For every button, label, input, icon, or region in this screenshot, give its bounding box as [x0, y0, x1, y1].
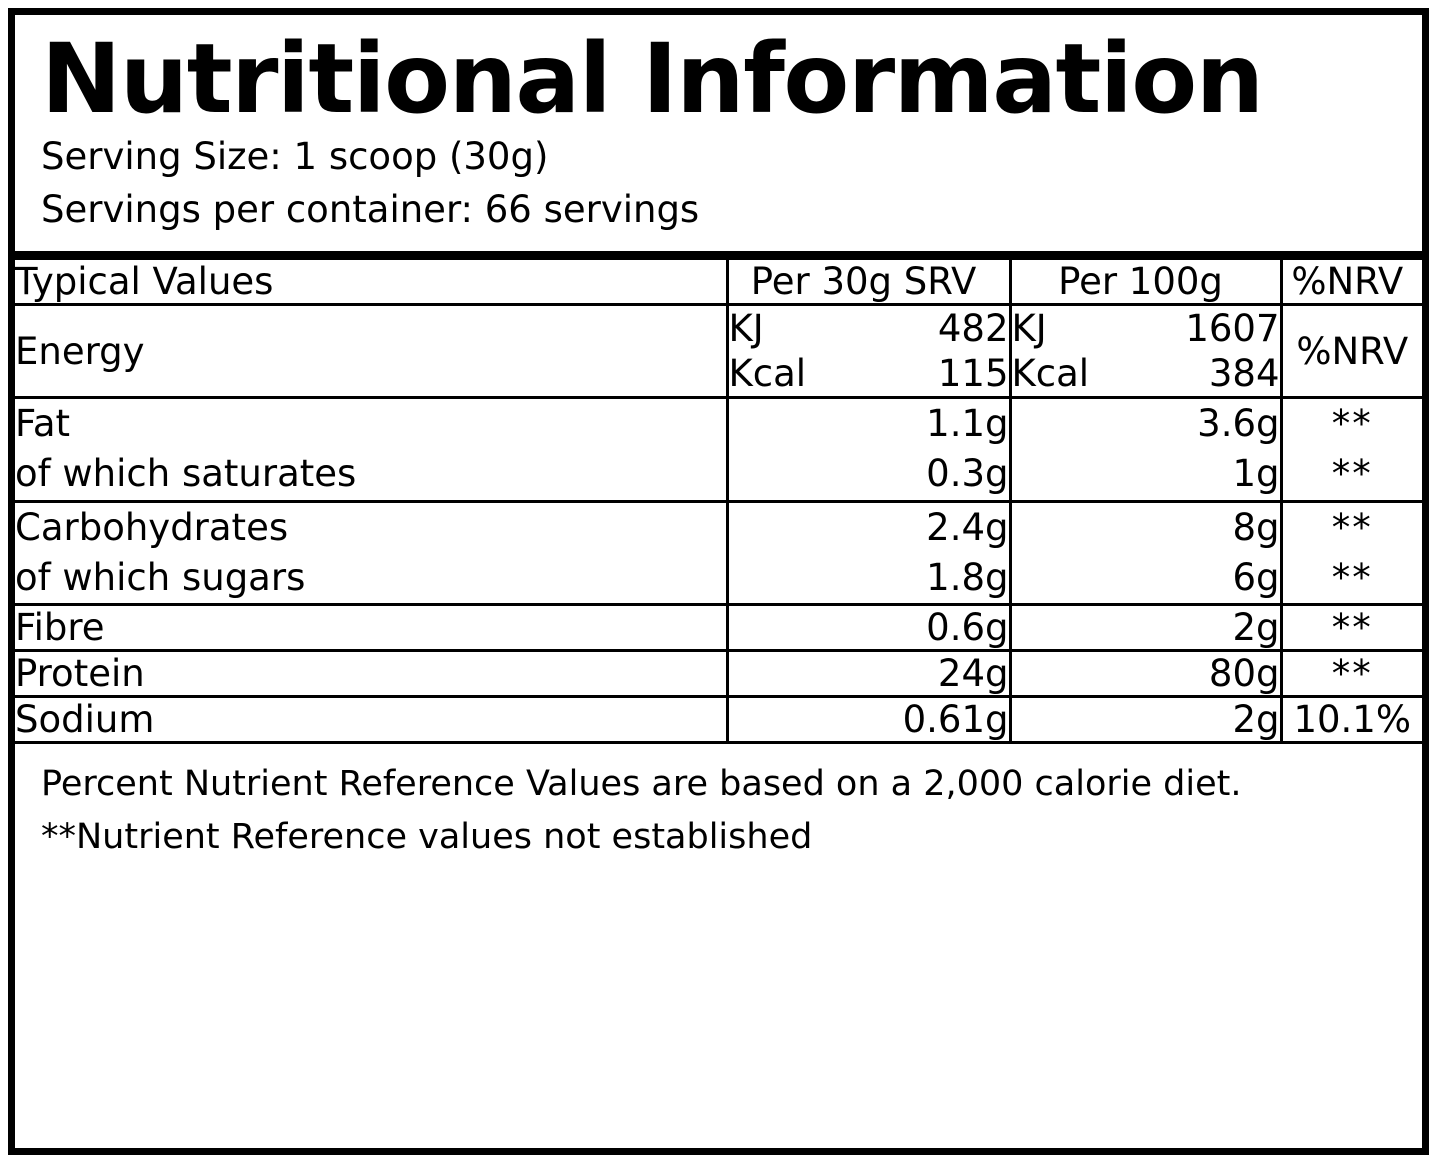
page-title: Nutritional Information [41, 23, 1263, 135]
row-serving-protein: 24g [727, 651, 1010, 697]
nutrient-value: 1.8g [926, 555, 1009, 599]
row-name-sodium: Sodium [15, 697, 727, 743]
row-serving-sodium: 0.61g [727, 697, 1010, 743]
row-name-protein: Protein [15, 651, 727, 697]
energy-nrv: %NRV [1281, 305, 1422, 398]
row-names-fat [15, 398, 727, 502]
row-per100-protein: 80g [1010, 651, 1281, 697]
header-per-serving: Per 30g SRV [727, 260, 1010, 305]
row-nrv-protein: ** [1281, 651, 1422, 697]
label-header [15, 15, 1422, 243]
energy-label: Energy [15, 305, 727, 398]
nutrient-value: 6g [1232, 555, 1280, 599]
row-per100-fibre: 2g [1010, 605, 1281, 651]
nrv-value: ** [1331, 402, 1373, 446]
row-serving-fibre: 0.6g [727, 605, 1010, 651]
nrv-value: ** [1331, 505, 1373, 549]
energy-serving-kcal-value: 115 [937, 352, 1009, 396]
nutrient-value: 8g [1232, 505, 1280, 549]
servings-per-container-text: Servings per container: 66 servings [41, 188, 700, 232]
energy-per100-kj [1012, 306, 1280, 351]
energy-serving-kcal [729, 351, 1009, 396]
nutrient-value: 1g [1232, 452, 1280, 496]
footnote-nrv-not-established: **Nutrient Reference values not established [41, 816, 813, 857]
energy-per100-kcal-value: 384 [1208, 352, 1280, 396]
row-serving-fat [727, 398, 1010, 502]
table-row [15, 605, 1422, 651]
energy-per100-kcal-unit: Kcal [1011, 352, 1090, 396]
row-nrv-sodium: 10.1% [1281, 697, 1422, 743]
table-row [15, 651, 1422, 697]
nutrient-name: of which sugars [15, 555, 306, 599]
table-row [15, 697, 1422, 743]
row-name-fibre: Fibre [15, 605, 727, 651]
header-per-100g: Per 100g [1010, 260, 1281, 305]
table-row [15, 398, 1422, 502]
row-per100-sodium: 2g [1010, 697, 1281, 743]
energy-serving-values [727, 305, 1010, 398]
nutrient-value: 0.3g [926, 452, 1009, 496]
table-row-energy [15, 305, 1422, 398]
table-row [15, 501, 1422, 605]
row-per100-fat [1010, 398, 1281, 502]
nutrition-label-panel [8, 8, 1429, 1155]
energy-serving-kcal-unit: Kcal [728, 352, 807, 396]
energy-serving-kj-value: 482 [937, 307, 1009, 351]
nutrient-value: 2.4g [926, 505, 1009, 549]
footnote-nrv-basis: Percent Nutrient Reference Values are based on a 2,000 calorie diet. [41, 764, 1242, 805]
energy-per100-values [1010, 305, 1281, 398]
energy-serving-kj-unit: KJ [728, 307, 764, 351]
footnotes [15, 744, 1422, 863]
table-header-row [15, 260, 1422, 305]
row-serving-carbohydrates [727, 501, 1010, 605]
nrv-value: ** [1331, 452, 1373, 496]
row-per100-carbohydrates [1010, 501, 1281, 605]
row-nrv-carbohydrates [1281, 501, 1422, 605]
energy-per100-kcal [1012, 351, 1280, 396]
nutrient-name: Fat [15, 402, 71, 446]
nutrient-name: Carbohydrates [15, 505, 289, 549]
energy-per100-kj-value: 1607 [1185, 307, 1280, 351]
header-divider [15, 251, 1422, 260]
header-typical-values: Typical Values [15, 260, 727, 305]
energy-per100-kj-unit: KJ [1011, 307, 1047, 351]
row-nrv-fat [1281, 398, 1422, 502]
energy-serving-kj [729, 306, 1009, 351]
row-nrv-fibre: ** [1281, 605, 1422, 651]
nutrition-table [15, 260, 1422, 744]
serving-size-text: Serving Size: 1 scoop (30g) [41, 134, 549, 178]
nutrient-value: 1.1g [926, 402, 1009, 446]
header-nrv: %NRV [1281, 260, 1422, 305]
nrv-value: ** [1331, 555, 1373, 599]
nutrient-name: of which saturates [15, 452, 357, 496]
row-names-carbohydrates [15, 501, 727, 605]
nutrient-value: 3.6g [1197, 402, 1280, 446]
